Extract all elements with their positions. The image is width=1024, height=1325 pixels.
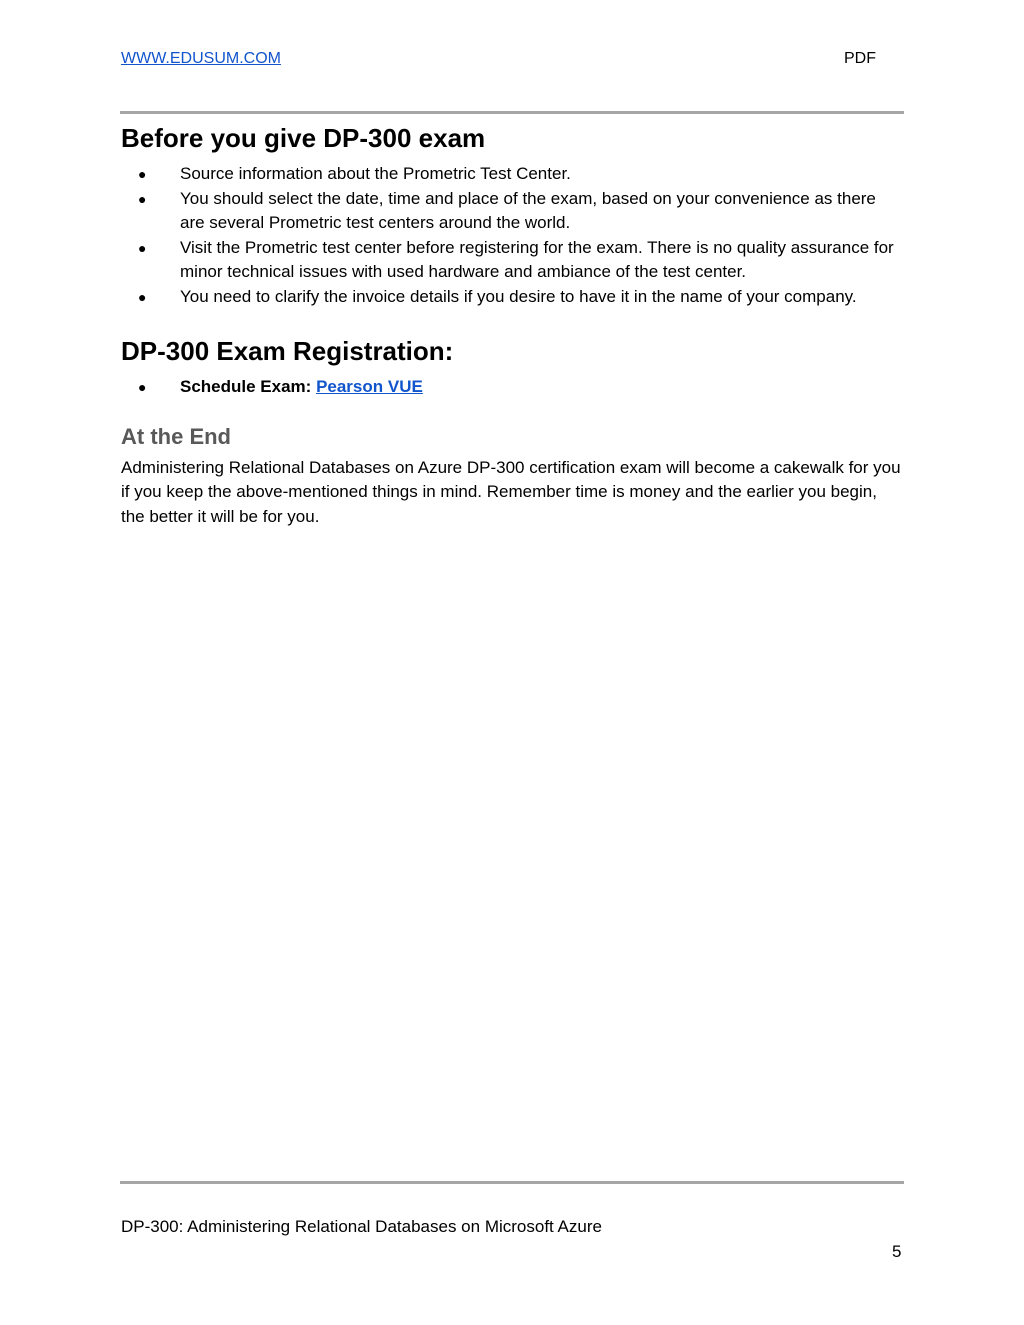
bullet-icon: ● — [138, 166, 147, 182]
page-number: 5 — [892, 1242, 902, 1261]
closing-paragraph: Administering Relational Databases on Azure DP-300 certification exam will become a cakewalk for you if you keep the above-mentioned things in mind. Remember time is money and the earlier you begin, the better it will be for you. — [121, 457, 901, 526]
section-heading-registration: DP-300 Exam Registration: — [121, 336, 454, 366]
list-item-text: Source information about the Prometric Test Center. — [180, 164, 571, 183]
registration-list — [121, 375, 901, 400]
list-item — [121, 187, 901, 236]
bullet-icon: ● — [138, 190, 147, 207]
schedule-exam-label: Schedule Exam: — [180, 377, 312, 396]
bullet-icon: ● — [138, 288, 147, 305]
bullet-icon: ● — [138, 239, 147, 256]
pearson-vue-link[interactable]: Pearson VUE — [316, 377, 423, 396]
list-item — [121, 285, 901, 310]
page-content — [121, 118, 901, 529]
section-heading-at-the-end: At the End — [121, 423, 231, 449]
header-divider — [120, 111, 904, 114]
list-item-text: You should select the date, time and place of the exam, based on your convenience as there are several Prometric test centers around the world. — [180, 188, 876, 232]
footer-document-title: DP-300: Administering Relational Databases on Microsoft Azure — [121, 1217, 602, 1236]
list-item — [121, 162, 901, 187]
section-heading-before-exam: Before you give DP-300 exam — [121, 123, 486, 153]
footer-divider — [120, 1181, 904, 1184]
bullet-icon: ● — [138, 379, 147, 395]
list-item — [121, 236, 901, 285]
header-site-link[interactable]: WWW.EDUSUM.COM — [121, 50, 281, 67]
list-item-text: Visit the Prometric test center before registering for the exam. There is no quality assurance for minor technical issues with used hardware and ambiance of the test center. — [180, 237, 894, 281]
header-format-label: PDF — [844, 50, 876, 67]
list-item — [121, 375, 901, 400]
list-item-text: You need to clarify the invoice details if you desire to have it in the name of your company. — [180, 286, 857, 306]
before-exam-list — [121, 162, 901, 309]
